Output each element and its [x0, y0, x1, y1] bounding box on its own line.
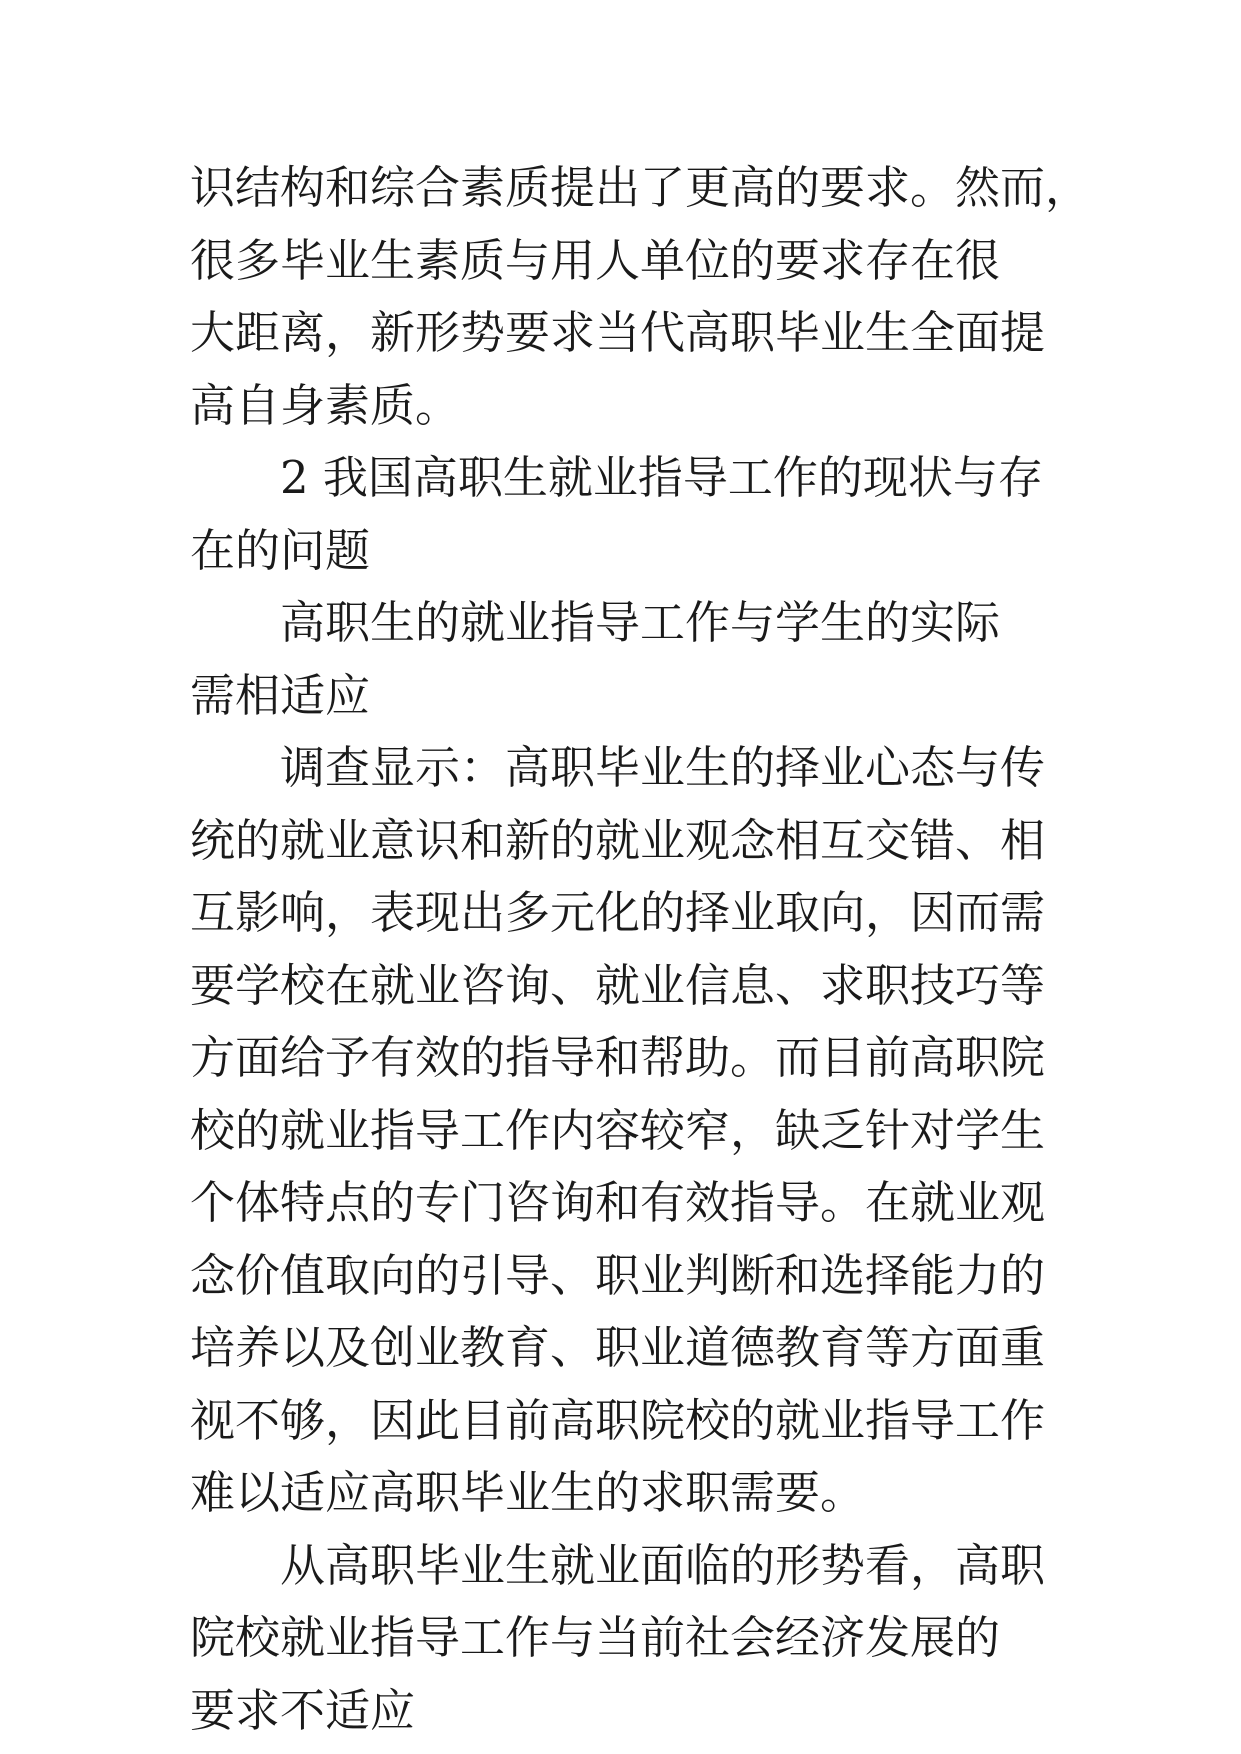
text-line: 难以适应高职毕业生的求职需要。 — [190, 1466, 866, 1519]
subheading-line: 要求不适应 — [190, 1683, 416, 1737]
text-line: 识结构和综合素质提出了更高的要求。然而， — [190, 161, 1091, 214]
text-line: 大距离，新形势要求当代高职毕业生全面提 — [190, 306, 1046, 359]
text-line: 念价值取向的引导、职业判断和选择能力的 — [190, 1248, 1046, 1302]
subheading-line: 院校就业指导工作与当前社会经济发展的 — [190, 1611, 1001, 1664]
text-line: 很多毕业生素质与用人单位的要求存在很 — [190, 233, 1001, 287]
text-line: 视不够，因此目前高职院校的就业指导工作 — [190, 1393, 1046, 1447]
subheading-line: 从高职毕业生就业面临的形势看，高职 — [280, 1538, 1046, 1592]
text-line: 方面给予有效的指导和帮助。而目前高职院 — [190, 1031, 1046, 1084]
subheading-line: 需相适应 — [190, 668, 371, 722]
text-line: 校的就业指导工作内容较窄，缺乏针对学生 — [190, 1103, 1046, 1157]
text-line: 高自身素质。 — [190, 378, 461, 432]
subheading-line: 高职生的就业指导工作与学生的实际 — [280, 596, 1001, 649]
text-line: 调查显示：高职毕业生的择业心态与传 — [280, 741, 1046, 794]
text-line: 互影响，表现出多元化的择业取向，因而需 — [190, 886, 1046, 939]
section-heading-line: 在的问题 — [190, 523, 371, 577]
text-line: 个体特点的专门咨询和有效指导。在就业观 — [190, 1176, 1046, 1229]
text-line: 培养以及创业教育、职业道德教育等方面重 — [190, 1321, 1046, 1374]
text-line: 要学校在就业咨询、就业信息、求职技巧等 — [190, 958, 1046, 1012]
body-text — [190, 152, 1090, 1747]
section-heading-line: 2 我国高职生就业指导工作的现状与存 — [280, 451, 1043, 504]
text-line: 统的就业意识和新的就业观念相互交错、相 — [190, 813, 1046, 867]
